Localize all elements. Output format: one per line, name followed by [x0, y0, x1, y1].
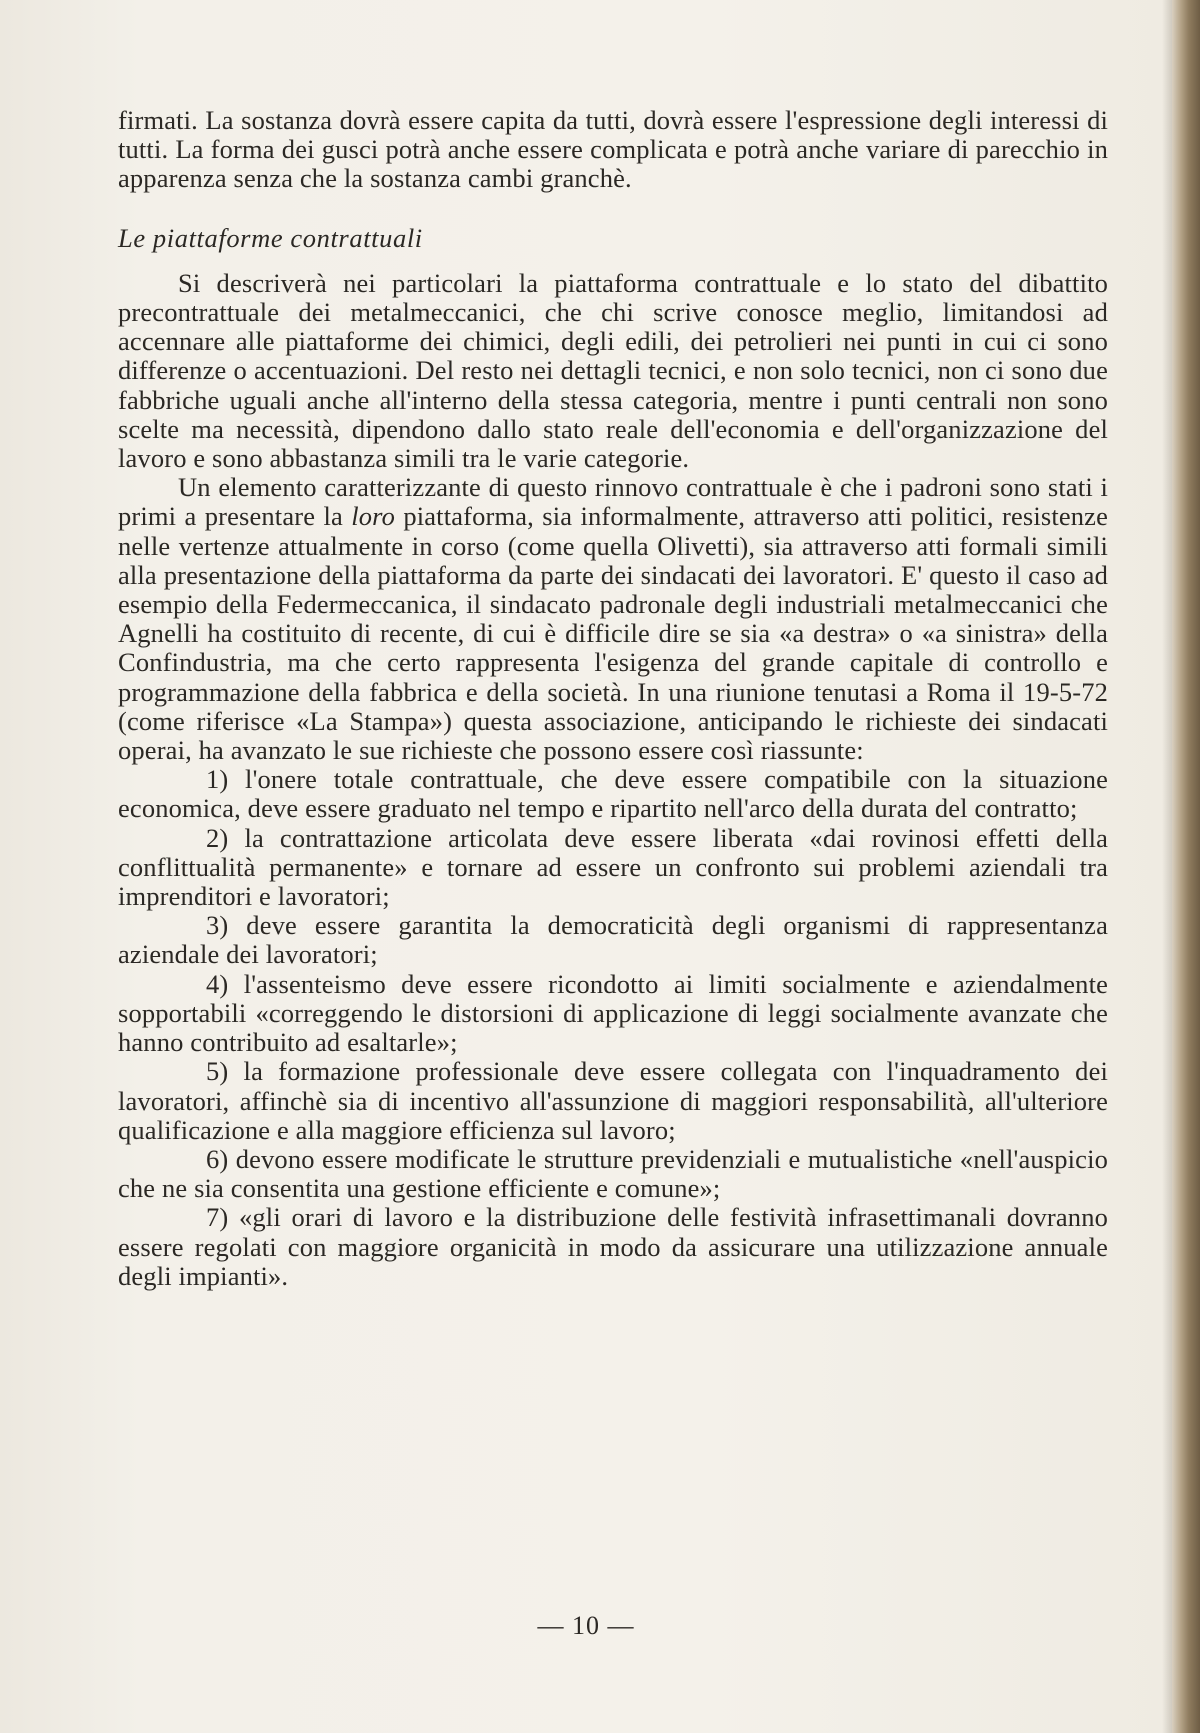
list-item-5: 5) la formazione professionale deve essere collegata con l'inquadramento dei lavoratori, affinchè sia di incentivo all'assunzione di maggiori responsabilità, all'ulteriore qualificazione e alla maggiore efficienza sul lavoro;: [118, 1056, 1108, 1145]
section-heading: Le piattaforme contrattuali: [118, 222, 423, 253]
page-text: [118, 106, 1108, 1291]
paragraph-employers-end: piattaforma, sia informalmente, attraverso atti politici, resistenze nelle vertenze attualmente in corso (come quella Olivetti), sia attraverso atti formali simili alla presentazione della piattaforma da parte dei sindacati dei lavoratori. E' questo il caso ad esempio della Federmeccanica, il sindacato padronale degli industriali metalmeccanici che Agnelli ha costituito di recente, di cui è difficile dire se sia «a destra» o «a sinistra» della Confindustria, ma che certo rappresenta l'esigenza del grande capitale di controllo e programmazione della fabbrica e della società. In una riunione tenutasi a Roma il 19-5-72 (come riferisce «La Stampa») questa associazione, anticipando le richieste dei sindacati operai, ha avanzato le sue richieste che possono essere così riassunte:: [118, 501, 1108, 766]
list-item-2: 2) la contrattazione articolata deve essere liberata «dai rovinosi effetti della conflittualità permanente» e tornare ad essere un confronto sui problemi aziendali tra imprenditori e lavoratori;: [118, 822, 1108, 912]
paragraph-employers-emphasis: loro: [351, 501, 396, 532]
book-edge: [1172, 0, 1200, 1733]
paragraph-employers-start: Un elemento caratterizzante di questo rinnovo contrattuale è che i padroni sono stati i primi a presentare la: [118, 472, 1108, 532]
paragraph-employers: [118, 473, 1108, 765]
list-item-7: 7) «gli orari di lavoro e la distribuzione delle festività infrasettimanali dovranno essere regolati con maggiore organicità in modo da assicurare una utilizzazione annuale degli impianti».: [118, 1202, 1108, 1291]
list-item-1: 1) l'onere totale contrattuale, che deve essere compatibile con la situazione economica, deve essere graduato nel tempo e ripartito nell'arco della durata del contratto;: [118, 764, 1108, 824]
list-item-3: 3) deve essere garantita la democraticità degli organismi di rappresentanza aziendale dei lavoratori;: [118, 910, 1108, 970]
page-number: — 10 —: [537, 1611, 635, 1640]
paragraph-platforms: Si descriverà nei particolari la piattaforma contrattuale e lo stato del dibattito precontrattuale dei metalmeccanici, che chi scrive conosce meglio, limitandosi ad accennare alle piattaforme dei chimici, degli edili, dei petrolieri nei punti in cui ci sono differenze o accentuazioni. Del resto nei dettagli tecnici, e non solo tecnici, non ci sono due fabbriche uguali anche all'interno della stessa categoria, mentre i punti centrali non sono scelte ma necessità, dipendono dallo stato reale dell'economia e dell'organizzazione del lavoro e sono abbastanza simili tra le varie categorie.: [118, 267, 1108, 474]
page-edge-shadow: [1162, 0, 1172, 1733]
paragraph-intro: firmati. La sostanza dovrà essere capita da tutti, dovrà essere l'espressione degli interessi di tutti. La forma dei gusci potrà anche essere complicata e potrà anche variare di parecchio in apparenza senza che la sostanza cambi granchè.: [118, 105, 1108, 194]
list-item-4: 4) l'assenteismo deve essere ricondotto ai limiti socialmente e aziendalmente sopportabili «correggendo le distorsioni di applicazione di leggi socialmente avanzate che hanno contribuito ad esaltarle»;: [118, 968, 1108, 1058]
list-item-6: 6) devono essere modificate le strutture previdenziali e mutualistiche «nell'auspicio che ne sia consentita una gestione efficiente e comune»;: [118, 1143, 1108, 1204]
